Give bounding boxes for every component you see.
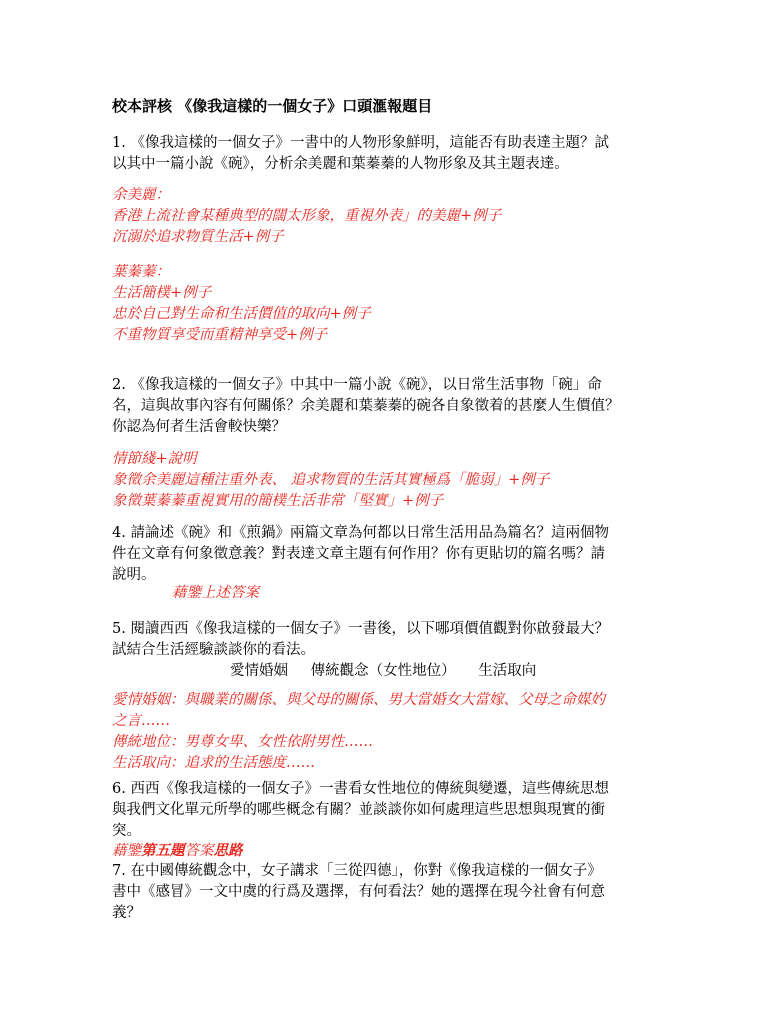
answer-line: 忠於自己對生命和生活價值的取向+例子: [112, 306, 371, 322]
question-1: [112, 133, 672, 175]
option-love-marriage: 愛情婚姻: [230, 663, 288, 679]
answer-part-bold: 思路: [213, 842, 243, 859]
answer-1-ye-zhenzhen: [112, 262, 672, 346]
option-life-orientation: 生活取向: [478, 663, 537, 679]
answer-line: 葉蓁蓁：: [112, 264, 170, 280]
answer-line: 香港上流社會某種典型的闊太形象，重視外表」的美麗+例子: [112, 208, 502, 224]
question-6: [112, 779, 672, 842]
answer-4: [112, 583, 672, 604]
answer-line: 情節綫+說明: [112, 451, 197, 467]
page-title: 校本評核 《像我這樣的一個女子》口頭滙報題目: [112, 97, 433, 115]
answer-line: 傳統地位：男尊女卑、女性依附男性……: [112, 734, 373, 750]
question-line: 7. 在中國傳統觀念中，女子講求「三從四德」，你對《像我這樣的一個女子》: [112, 863, 602, 879]
question-line: 說明。: [112, 567, 156, 583]
answer-line: 藉鑒上述答案: [172, 585, 259, 601]
question-7: [112, 861, 672, 924]
question-line: 書中《感冒》一文中虞的行爲及選擇，有何看法？她的選擇在現今社會有何意: [112, 884, 605, 900]
answer-part: 答案: [184, 843, 214, 859]
question-line: 4. 請論述《碗》和《煎鍋》兩篇文章為何都以日常生活用品為篇名？這兩個物: [112, 525, 609, 541]
answer-line: 象徵余美麗這種注重外表、 追求物質的生活其實極爲「脆弱」+例子: [112, 472, 550, 488]
question-line: 6. 西西《像我這樣的一個女子》一書看女性地位的傳統與變遷，這些傳統思想: [112, 781, 609, 797]
question-line: 突。: [112, 823, 141, 839]
question-line: 1. 《像我這樣的一個女子》一書中的人物形象鮮明，這能否有助表達主題？試: [112, 135, 609, 151]
option-list: [112, 661, 672, 682]
question-line: 以其中一篇小說《碗》，分析余美麗和葉蓁蓁的人物形象及其主題表達。: [112, 156, 569, 172]
question-line: 試結合生活經驗談談你的看法。: [112, 642, 315, 658]
question-line: 名，這與故事內容有何關係？余美麗和葉蓁蓁的碗各自象徵着的甚麼人生價值？: [112, 398, 620, 414]
answer-part-bold: 第五題: [141, 842, 185, 859]
question-line: 與我們文化單元所學的哪些概念有關？並談談你如何處理這些思想與現實的衝: [112, 802, 605, 818]
question-2: [112, 375, 672, 438]
answer-2: [112, 449, 672, 512]
answer-part: 藉鑒: [112, 843, 141, 859]
answer-5: [112, 690, 672, 774]
answer-1-yu-meili: [112, 185, 672, 248]
answer-line: 之言……: [112, 713, 170, 729]
answer-line: 生活簡樸+例子: [112, 285, 212, 301]
answer-line: 生活取向：追求的生活態度……: [112, 755, 315, 771]
question-line: 5. 閱讀西西《像我這樣的一個女子》一書後，以下哪項價值觀對你啟發最大？: [112, 621, 609, 637]
question-line: 2. 《像我這樣的一個女子》中其中一篇小說《碗》，以日常生活事物「碗」命: [112, 377, 602, 393]
answer-6: [112, 840, 672, 862]
question-4: [112, 523, 672, 586]
answer-line: 沉溺於追求物質生活+例子: [112, 229, 284, 245]
option-tradition: 傳統觀念（女性地位）: [310, 663, 456, 679]
answer-line: 愛情婚姻：與職業的關係、與父母的關係、男大當婚女大當嫁、父母之命媒妁: [112, 692, 605, 708]
answer-line: [112, 840, 672, 862]
question-5: [112, 619, 672, 682]
answer-line: 不重物質享受而重精神享受+例子: [112, 327, 328, 343]
question-line: 義？: [112, 905, 141, 921]
answer-line: 余美麗：: [112, 187, 170, 203]
question-line: 你認為何者生活會較快樂？: [112, 419, 286, 435]
question-line: 件在文章有何象徵意義？對表達文章主題有何作用？你有更貼切的篇名嗎？請: [112, 546, 605, 562]
answer-line: 象徵葉蓁蓁重視實用的簡樸生活非常「堅實」+例子: [112, 493, 444, 509]
